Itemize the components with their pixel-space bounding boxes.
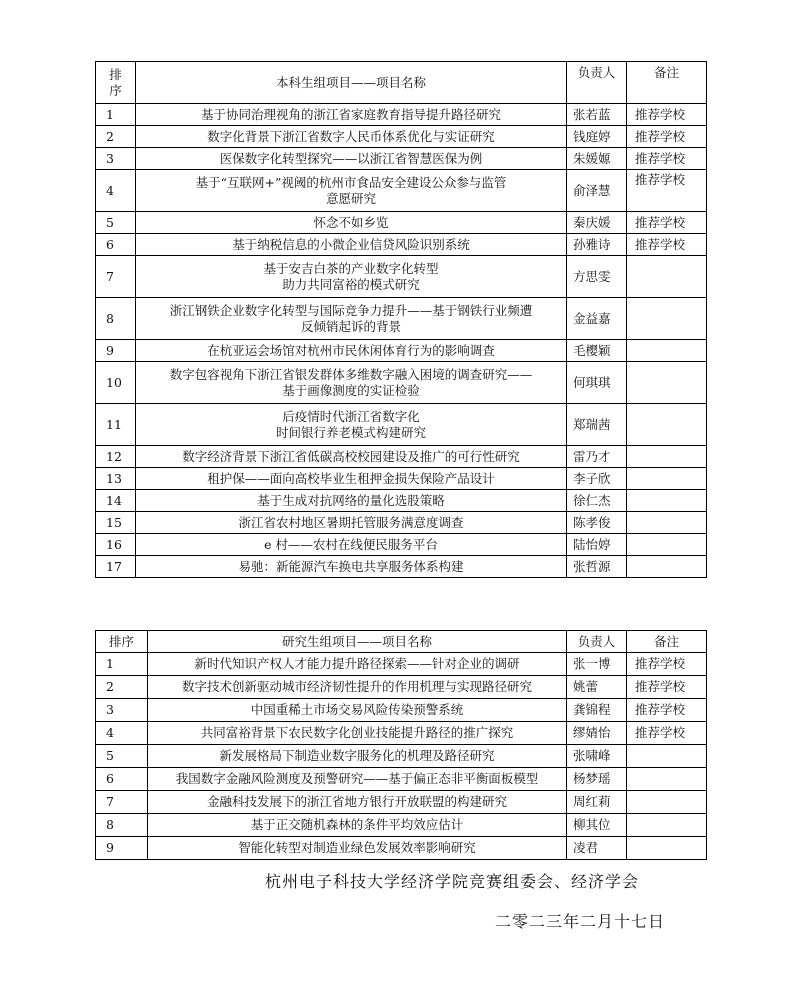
table-row — [96, 837, 707, 860]
row-person: 张啸峰 — [567, 745, 627, 768]
row-index: 8 — [96, 814, 148, 837]
row-index: 14 — [96, 490, 136, 512]
row-person: 杨梦瑶 — [567, 768, 627, 791]
row-index: 3 — [96, 148, 136, 170]
row-index: 11 — [96, 404, 136, 446]
table-row — [96, 722, 707, 745]
row-project-name: 基于安吉白茶的产业数字化转型 助力共同富裕的模式研究 — [136, 256, 567, 298]
table-row — [96, 534, 707, 556]
row-project-name: 金融科技发展下的浙江省地方银行开放联盟的构建研究 — [148, 791, 567, 814]
row-project-name: 我国数字金融风险测度及预警研究——基于偏正态非平衡面板模型 — [148, 768, 567, 791]
row-project-name: 中国重稀土市场交易风险传染预警系统 — [148, 699, 567, 722]
row-index: 3 — [96, 699, 148, 722]
row-project-name: 共同富裕背景下农民数字化创业技能提升路径的推广探究 — [148, 722, 567, 745]
row-note: 推荐学校 — [627, 126, 707, 148]
row-person: 张哲源 — [567, 556, 627, 578]
col-name-header: 研究生组项目——项目名称 — [148, 631, 567, 653]
row-project-name: 怀念不如乡览 — [136, 212, 567, 234]
row-person: 毛樱颖 — [567, 340, 627, 362]
footer-organizer: 杭州电子科技大学经济学院竞赛组委会、经济学会 — [265, 872, 640, 891]
row-note: 推荐学校 — [627, 722, 707, 745]
row-person: 周红莉 — [567, 791, 627, 814]
row-person: 姚蕾 — [567, 676, 627, 699]
table-row — [96, 234, 707, 256]
row-person: 李子欣 — [567, 468, 627, 490]
row-note: 推荐学校 — [627, 699, 707, 722]
row-person: 郑瑞茜 — [567, 404, 627, 446]
row-note: 推荐学校 — [627, 170, 707, 212]
table-row — [96, 170, 707, 212]
table-row — [96, 212, 707, 234]
row-note: 推荐学校 — [627, 676, 707, 699]
row-person: 凌君 — [567, 837, 627, 860]
row-note — [627, 298, 707, 340]
table-row — [96, 768, 707, 791]
table-header-row — [96, 62, 707, 104]
row-note — [627, 446, 707, 468]
row-index: 1 — [96, 104, 136, 126]
table-row — [96, 126, 707, 148]
row-note — [627, 256, 707, 298]
table-row — [96, 699, 707, 722]
col-person-header: 负责人 — [567, 62, 627, 104]
col-name-header: 本科生组项目——项目名称 — [136, 62, 567, 104]
col-note-header: 备注 — [627, 631, 707, 653]
row-project-name: 数字经济背景下浙江省低碳高校校园建设及推广的可行性研究 — [136, 446, 567, 468]
row-note: 推荐学校 — [627, 653, 707, 676]
row-note — [627, 768, 707, 791]
row-project-name: 基于协同治理视角的浙江省家庭教育指导提升路径研究 — [136, 104, 567, 126]
col-index-header: 排 序 — [96, 62, 136, 104]
table-header-row — [96, 631, 707, 653]
row-project-name: 智能化转型对制造业绿色发展效率影响研究 — [148, 837, 567, 860]
row-person: 陆怡婷 — [567, 534, 627, 556]
row-project-name: 后疫情时代浙江省数字化 时间银行养老模式构建研究 — [136, 404, 567, 446]
row-note — [627, 745, 707, 768]
row-person: 朱媛嫄 — [567, 148, 627, 170]
row-person: 张一博 — [567, 653, 627, 676]
row-index: 4 — [96, 170, 136, 212]
row-project-name: 新发展格局下制造业数字服务化的机理及路径研究 — [148, 745, 567, 768]
row-index: 16 — [96, 534, 136, 556]
row-person: 陈孝俊 — [567, 512, 627, 534]
row-person: 张若蓝 — [567, 104, 627, 126]
table-row — [96, 148, 707, 170]
row-project-name: 数字化背景下浙江省数字人民币体系优化与实证研究 — [136, 126, 567, 148]
row-note — [627, 404, 707, 446]
row-note — [627, 814, 707, 837]
table-row — [96, 340, 707, 362]
table-row — [96, 791, 707, 814]
row-note — [627, 512, 707, 534]
table-row — [96, 745, 707, 768]
row-note: 推荐学校 — [627, 234, 707, 256]
row-person: 俞泽慧 — [567, 170, 627, 212]
row-index: 2 — [96, 126, 136, 148]
row-index: 1 — [96, 653, 148, 676]
row-project-name: 基于正交随机森林的条件平均效应估计 — [148, 814, 567, 837]
row-person: 方思雯 — [567, 256, 627, 298]
row-project-name: 基于生成对抗网络的量化选股策略 — [136, 490, 567, 512]
table-row — [96, 556, 707, 578]
table-row — [96, 676, 707, 699]
row-index: 7 — [96, 791, 148, 814]
row-person: 何琪琪 — [567, 362, 627, 404]
row-note — [627, 791, 707, 814]
row-note — [627, 362, 707, 404]
row-index: 6 — [96, 234, 136, 256]
row-person: 孙雅诗 — [567, 234, 627, 256]
row-person: 钱庭婷 — [567, 126, 627, 148]
row-index: 8 — [96, 298, 136, 340]
row-index: 10 — [96, 362, 136, 404]
row-project-name: 新时代知识产权人才能力提升路径探索——针对企业的调研 — [148, 653, 567, 676]
row-project-name: 基于纳税信息的小微企业信贷风险识别系统 — [136, 234, 567, 256]
table-row — [96, 298, 707, 340]
row-project-name: 数字包容视角下浙江省银发群体多维数字融入困境的调查研究—— 基于画像测度的实证检验 — [136, 362, 567, 404]
row-note: 推荐学校 — [627, 212, 707, 234]
row-project-name: 浙江钢铁企业数字化转型与国际竞争力提升——基于钢铁行业频遭 反倾销起诉的背景 — [136, 298, 567, 340]
table-row — [96, 490, 707, 512]
row-index: 9 — [96, 837, 148, 860]
row-project-name: e 村——农村在线便民服务平台 — [136, 534, 567, 556]
undergrad-table — [95, 61, 707, 578]
row-index: 7 — [96, 256, 136, 298]
table-row — [96, 362, 707, 404]
row-note — [627, 490, 707, 512]
table-row — [96, 814, 707, 837]
row-index: 2 — [96, 676, 148, 699]
col-note-header: 备注 — [627, 62, 707, 104]
row-index: 17 — [96, 556, 136, 578]
footer-date: 二零二三年二月十七日 — [495, 912, 666, 931]
table-row — [96, 446, 707, 468]
row-index: 5 — [96, 745, 148, 768]
row-note — [627, 837, 707, 860]
table-row — [96, 256, 707, 298]
row-project-name: 浙江省农村地区暑期托管服务满意度调查 — [136, 512, 567, 534]
row-project-name: 在杭亚运会场馆对杭州市民休闲体育行为的影响调查 — [136, 340, 567, 362]
row-index: 4 — [96, 722, 148, 745]
row-person: 雷乃才 — [567, 446, 627, 468]
row-note — [627, 534, 707, 556]
row-person: 秦庆媛 — [567, 212, 627, 234]
row-person: 缪婧怡 — [567, 722, 627, 745]
row-note: 推荐学校 — [627, 148, 707, 170]
row-index: 13 — [96, 468, 136, 490]
row-person: 龚锦程 — [567, 699, 627, 722]
row-person: 柳其位 — [567, 814, 627, 837]
row-index: 6 — [96, 768, 148, 791]
row-index: 15 — [96, 512, 136, 534]
col-index-header: 排序 — [96, 631, 148, 653]
row-index: 12 — [96, 446, 136, 468]
table-row — [96, 404, 707, 446]
row-project-name: 医保数字化转型探究——以浙江省智慧医保为例 — [136, 148, 567, 170]
row-index: 5 — [96, 212, 136, 234]
row-note — [627, 468, 707, 490]
row-person: 徐仁杰 — [567, 490, 627, 512]
row-project-name: 数字技术创新驱动城市经济韧性提升的作用机理与实现路径研究 — [148, 676, 567, 699]
table-row — [96, 653, 707, 676]
table-row — [96, 104, 707, 126]
col-person-header: 负责人 — [567, 631, 627, 653]
row-project-name: 易驰：新能源汽车换电共享服务体系构建 — [136, 556, 567, 578]
row-note: 推荐学校 — [627, 104, 707, 126]
table-row — [96, 512, 707, 534]
row-project-name: 基于“互联网+”视阈的杭州市食品安全建设公众参与监管 意愿研究 — [136, 170, 567, 212]
table-row — [96, 468, 707, 490]
row-project-name: 租护保——面向高校毕业生租押金损失保险产品设计 — [136, 468, 567, 490]
row-person: 金益嘉 — [567, 298, 627, 340]
row-index: 9 — [96, 340, 136, 362]
row-note — [627, 340, 707, 362]
row-note — [627, 556, 707, 578]
graduate-table — [95, 630, 707, 860]
